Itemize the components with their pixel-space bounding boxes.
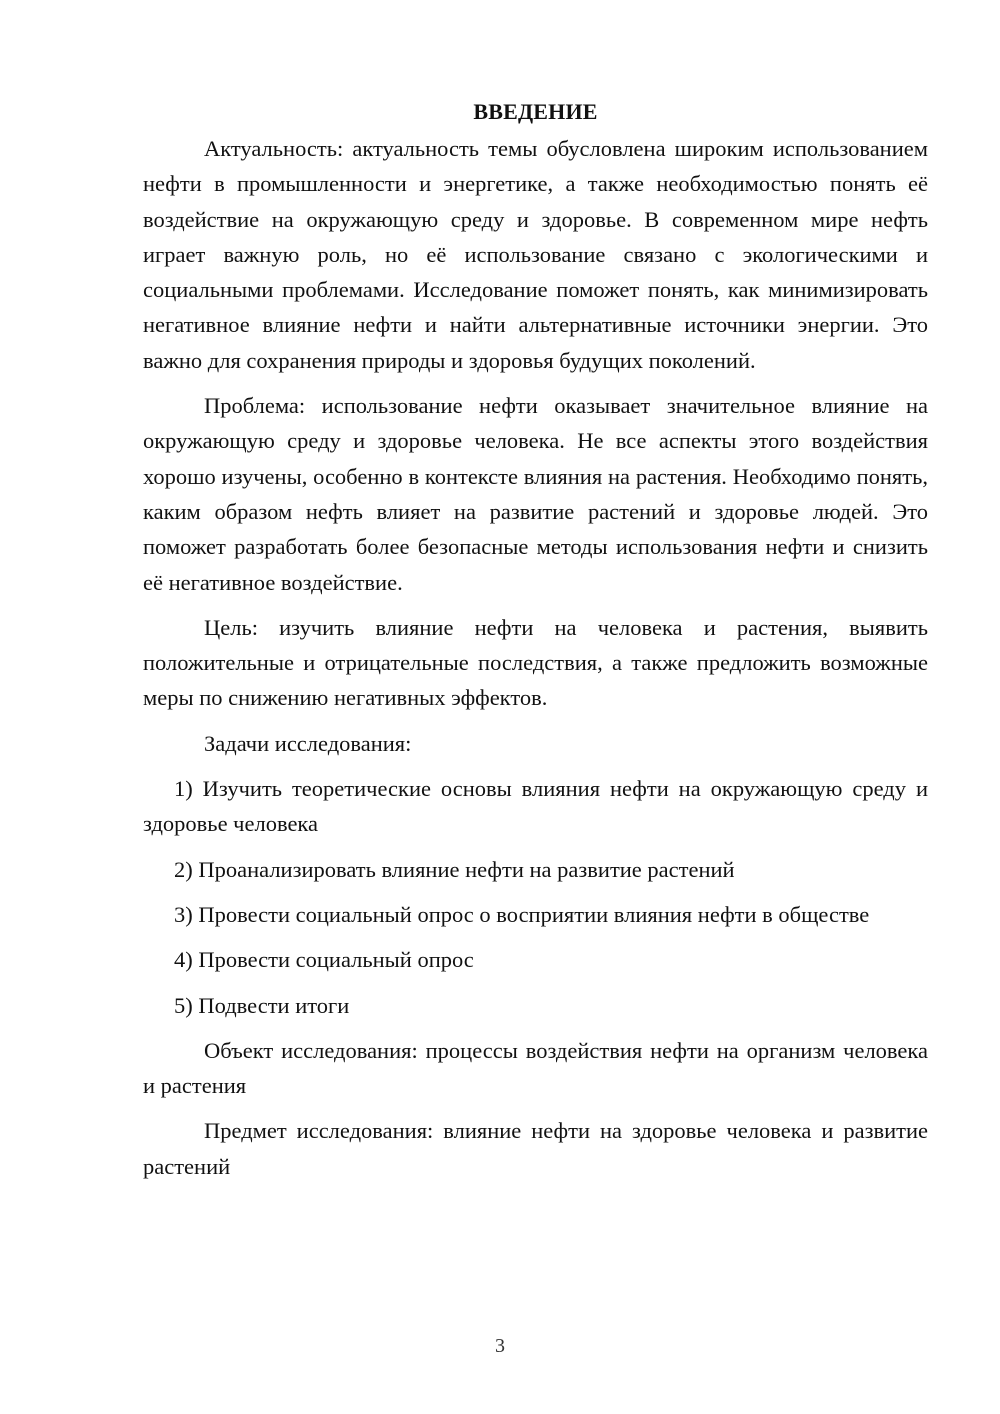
paragraph-subject: Предмет исследования: влияние нефти на здоровье человека и развитие растений (143, 1118, 928, 1179)
paragraph-relevance: Актуальность: актуальность темы обусловлена широким использованием нефти в промышленности и энергетике, а также необходимостью понять её воздействие на окружающую среду и здоровье. В современном мире нефть играет важную роль, но её использование связано с экологическими и социальными проблемами. Исследование поможет понять, как минимизировать негативное влияние нефти и найти альтернативные источники энергии. Это важно для сохранения природы и здоровья будущих поколений. (143, 136, 928, 373)
section-title: ВВЕДЕНИЕ (473, 99, 598, 124)
document-page (143, 94, 928, 1194)
paragraph-problem: Проблема: использование нефти оказывает значительное влияние на окружающую среду и здоровье человека. Не все аспекты этого воздействия хорошо изучены, особенно в контексте влияния на растения. Необходимо понять, каким образом нефть влияет на развитие растений и здоровье людей. Это поможет разработать более безопасные методы использования нефти и снизить её негативное воздействие. (143, 393, 928, 595)
task-item-2: 2) Проанализировать влияние нефти на развитие растений (174, 856, 735, 882)
task-item-1: 1) Изучить теоретические основы влияния нефти на окружающую среду и здоровье человека (143, 776, 928, 837)
paragraph-goal: Цель: изучить влияние нефти на человека и растения, выявить положительные и отрицательные последствия, а также предложить возможные меры по снижению негативных эффектов. (143, 614, 928, 711)
paragraph-object: Объект исследования: процессы воздействия нефти на организм человека и растения (143, 1037, 928, 1099)
task-item-4: 4) Провести социальный опрос (174, 947, 474, 973)
task-item-3: 3) Провести социальный опрос о восприятии влияния нефти в обществе (174, 901, 870, 927)
page-number: 3 (495, 1335, 505, 1357)
paragraph-tasks-heading: Задачи исследования: (204, 730, 412, 756)
task-item-5: 5) Подвести итоги (174, 992, 350, 1018)
